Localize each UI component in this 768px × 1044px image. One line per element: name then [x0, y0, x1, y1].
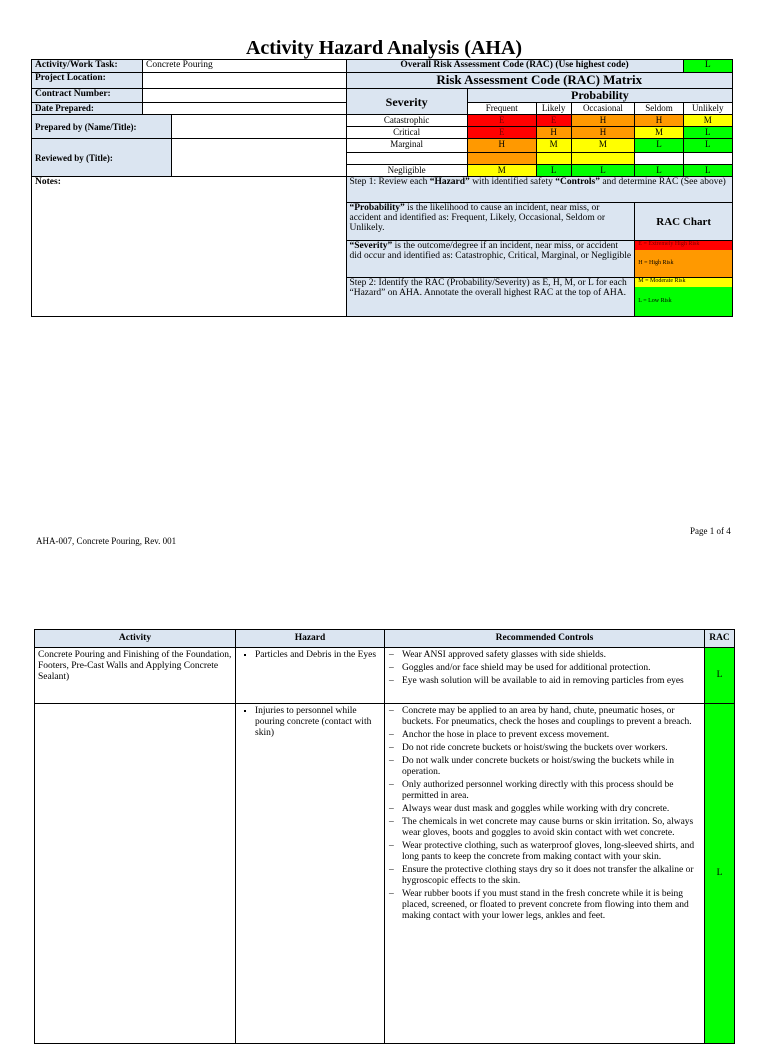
rac-cell: L: [683, 165, 732, 177]
matrix-spacer-cell: [571, 153, 635, 165]
table-row: [35, 704, 735, 1044]
rac-value: L: [705, 704, 735, 1044]
aha-header-table: [31, 59, 733, 317]
col-header-controls: Recommended Controls: [385, 630, 705, 648]
controls-cell: [385, 704, 705, 1044]
page-number: Page 1 of 4: [690, 526, 731, 536]
prob-col-unlikely: Unlikely: [683, 103, 732, 115]
rac-cell: L: [635, 139, 683, 153]
matrix-spacer-cell: [467, 153, 536, 165]
probability-definition: “Probability” is the likelihood to cause an incident, near miss, or accident and identified as: Frequent, Likely, Occasional, Seldom or Unlikely.: [346, 203, 635, 241]
rac-key-h: H = High Risk: [635, 250, 732, 277]
activity-cell: Concrete Pouring and Finishing of the Foundation, Footers, Pre-Cast Walls and Applying Concrete Sealant): [35, 648, 236, 704]
rac-key-m: M = Moderate Risk: [635, 278, 732, 287]
project-location-value[interactable]: [143, 73, 347, 89]
activity-cell: [35, 704, 236, 1044]
rac-cell: E: [467, 127, 536, 139]
rac-chart-title: RAC Chart: [635, 203, 733, 241]
rac-cell: L: [571, 165, 635, 177]
activity-label: Activity/Work Task:: [32, 60, 143, 73]
step1-instructions: Step 1: Review each “Hazard” with identified safety “Controls” and determine RAC (See above): [346, 177, 733, 203]
step2-instructions: Step 2: Identify the RAC (Probability/Severity) as E, H, M, or L for each “Hazard” on AHA. Annotate the overall highest RAC at the top of AHA.: [346, 278, 635, 317]
control-item: – Ensure the protective clothing stays dry so it does not transfer the alkaline or hygroscopic effects to the skin.: [402, 865, 701, 887]
severity-row-marginal: Marginal: [346, 139, 467, 153]
hazard-item: ▪ Injuries to personnel while pouring concrete (contact with skin): [255, 706, 381, 739]
prob-col-occasional: Occasional: [571, 103, 635, 115]
matrix-spacer-cell: [635, 153, 683, 165]
control-item: – Do not ride concrete buckets or hoist/swing the buckets over workers.: [402, 743, 701, 754]
page-title: Activity Hazard Analysis (AHA): [245, 37, 523, 59]
rac-cell: M: [467, 165, 536, 177]
prepared-by-value[interactable]: [171, 115, 346, 139]
contract-number-value[interactable]: [143, 89, 347, 103]
doc-id: AHA-007, Concrete Pouring, Rev. 001: [36, 536, 177, 546]
reviewed-by-label: Reviewed by (Title):: [32, 139, 172, 177]
prepared-by-label: Prepared by (Name/Title):: [32, 115, 172, 139]
hazard-cell: [236, 704, 385, 1044]
rac-cell: H: [467, 139, 536, 153]
hazard-cell: [236, 648, 385, 704]
control-item: – Eye wash solution will be available to aid in removing particles from eyes: [402, 676, 701, 687]
rac-key-l: L = Low Risk: [635, 287, 732, 316]
control-item: – Do not walk under concrete buckets or hoist/swing the buckets while in operation.: [402, 756, 701, 778]
control-item: – Anchor the hose in place to prevent excess movement.: [402, 730, 701, 741]
date-prepared-label: Date Prepared:: [32, 103, 143, 115]
control-item: – Always wear dust mask and goggles while working with dry concrete.: [402, 804, 701, 815]
overall-rac-value: L: [683, 60, 732, 73]
overall-rac-label: Overall Risk Assessment Code (RAC) (Use highest code): [346, 60, 683, 73]
rac-cell: M: [536, 139, 571, 153]
col-header-hazard: Hazard: [236, 630, 385, 648]
rac-cell: L: [536, 165, 571, 177]
col-header-activity: Activity: [35, 630, 236, 648]
severity-row-catastrophic: Catastrophic: [346, 115, 467, 127]
prob-col-likely: Likely: [536, 103, 571, 115]
rac-chart-lower: [635, 278, 733, 317]
control-item: – Wear protective clothing, such as waterproof gloves, long-sleeved shirts, and long pants to keep the concrete from making contact with your skin.: [402, 841, 701, 863]
control-item: – The chemicals in wet concrete may cause burns or skin irritation. So, always wear gloves, boots and goggles to avoid skin contact with wet concrete.: [402, 817, 701, 839]
control-item: – Only authorized personnel working directly with this process should be permitted in area.: [402, 780, 701, 802]
rac-chart-upper: [635, 241, 733, 278]
activity-table: [34, 629, 735, 1044]
rac-cell: L: [635, 165, 683, 177]
rac-cell: H: [571, 127, 635, 139]
col-header-rac: RAC: [705, 630, 735, 648]
rac-cell: H: [571, 115, 635, 127]
controls-cell: [385, 648, 705, 704]
severity-header: Severity: [346, 89, 467, 115]
severity-definition: “Severity” is the outcome/degree if an incident, near miss, or accident did occur and identified as: Catastrophic, Critical, Marginal, or Negligible: [346, 241, 635, 278]
rac-cell: L: [683, 127, 732, 139]
matrix-spacer-cell: [346, 153, 467, 165]
contract-number-label: Contract Number:: [32, 89, 143, 103]
hazard-item: ▪ Particles and Debris in the Eyes: [255, 650, 381, 661]
date-prepared-value[interactable]: [143, 103, 347, 115]
control-item: – Concrete may be applied to an area by hand, chute, pneumatic hoses, or buckets. For pneumatics, check the hoses and couplings to prevent a breach.: [402, 706, 701, 728]
rac-cell: M: [635, 127, 683, 139]
rac-cell: E: [536, 115, 571, 127]
notes-label: Notes:: [32, 177, 347, 317]
control-item: – Wear rubber boots if you must stand in the fresh concrete while it is being placed, screened, or floated to prevent concrete from flowing into them and making contact with your lower legs, ankles and feet.: [402, 889, 701, 922]
severity-row-negligible: Negligible: [346, 165, 467, 177]
probability-header: Probability: [467, 89, 732, 103]
rac-cell: M: [683, 115, 732, 127]
matrix-spacer-cell: [683, 153, 732, 165]
activity-value: Concrete Pouring: [143, 60, 347, 73]
table-row: [35, 648, 735, 704]
rac-key-e: E = Extremely High Risk: [635, 241, 732, 250]
prob-col-frequent: Frequent: [467, 103, 536, 115]
rac-cell: L: [683, 139, 732, 153]
rac-cell: M: [571, 139, 635, 153]
control-item: – Goggles and/or face shield may be used for additional protection.: [402, 663, 701, 674]
control-item: – Wear ANSI approved safety glasses with side shields.: [402, 650, 701, 661]
severity-row-critical: Critical: [346, 127, 467, 139]
matrix-spacer-cell: [536, 153, 571, 165]
rac-cell: H: [635, 115, 683, 127]
matrix-title: Risk Assessment Code (RAC) Matrix: [346, 73, 733, 89]
project-location-label: Project Location:: [32, 73, 143, 89]
prob-col-seldom: Seldom: [635, 103, 683, 115]
rac-cell: E: [467, 115, 536, 127]
rac-value: L: [705, 648, 735, 704]
reviewed-by-value[interactable]: [171, 139, 346, 177]
rac-cell: H: [536, 127, 571, 139]
